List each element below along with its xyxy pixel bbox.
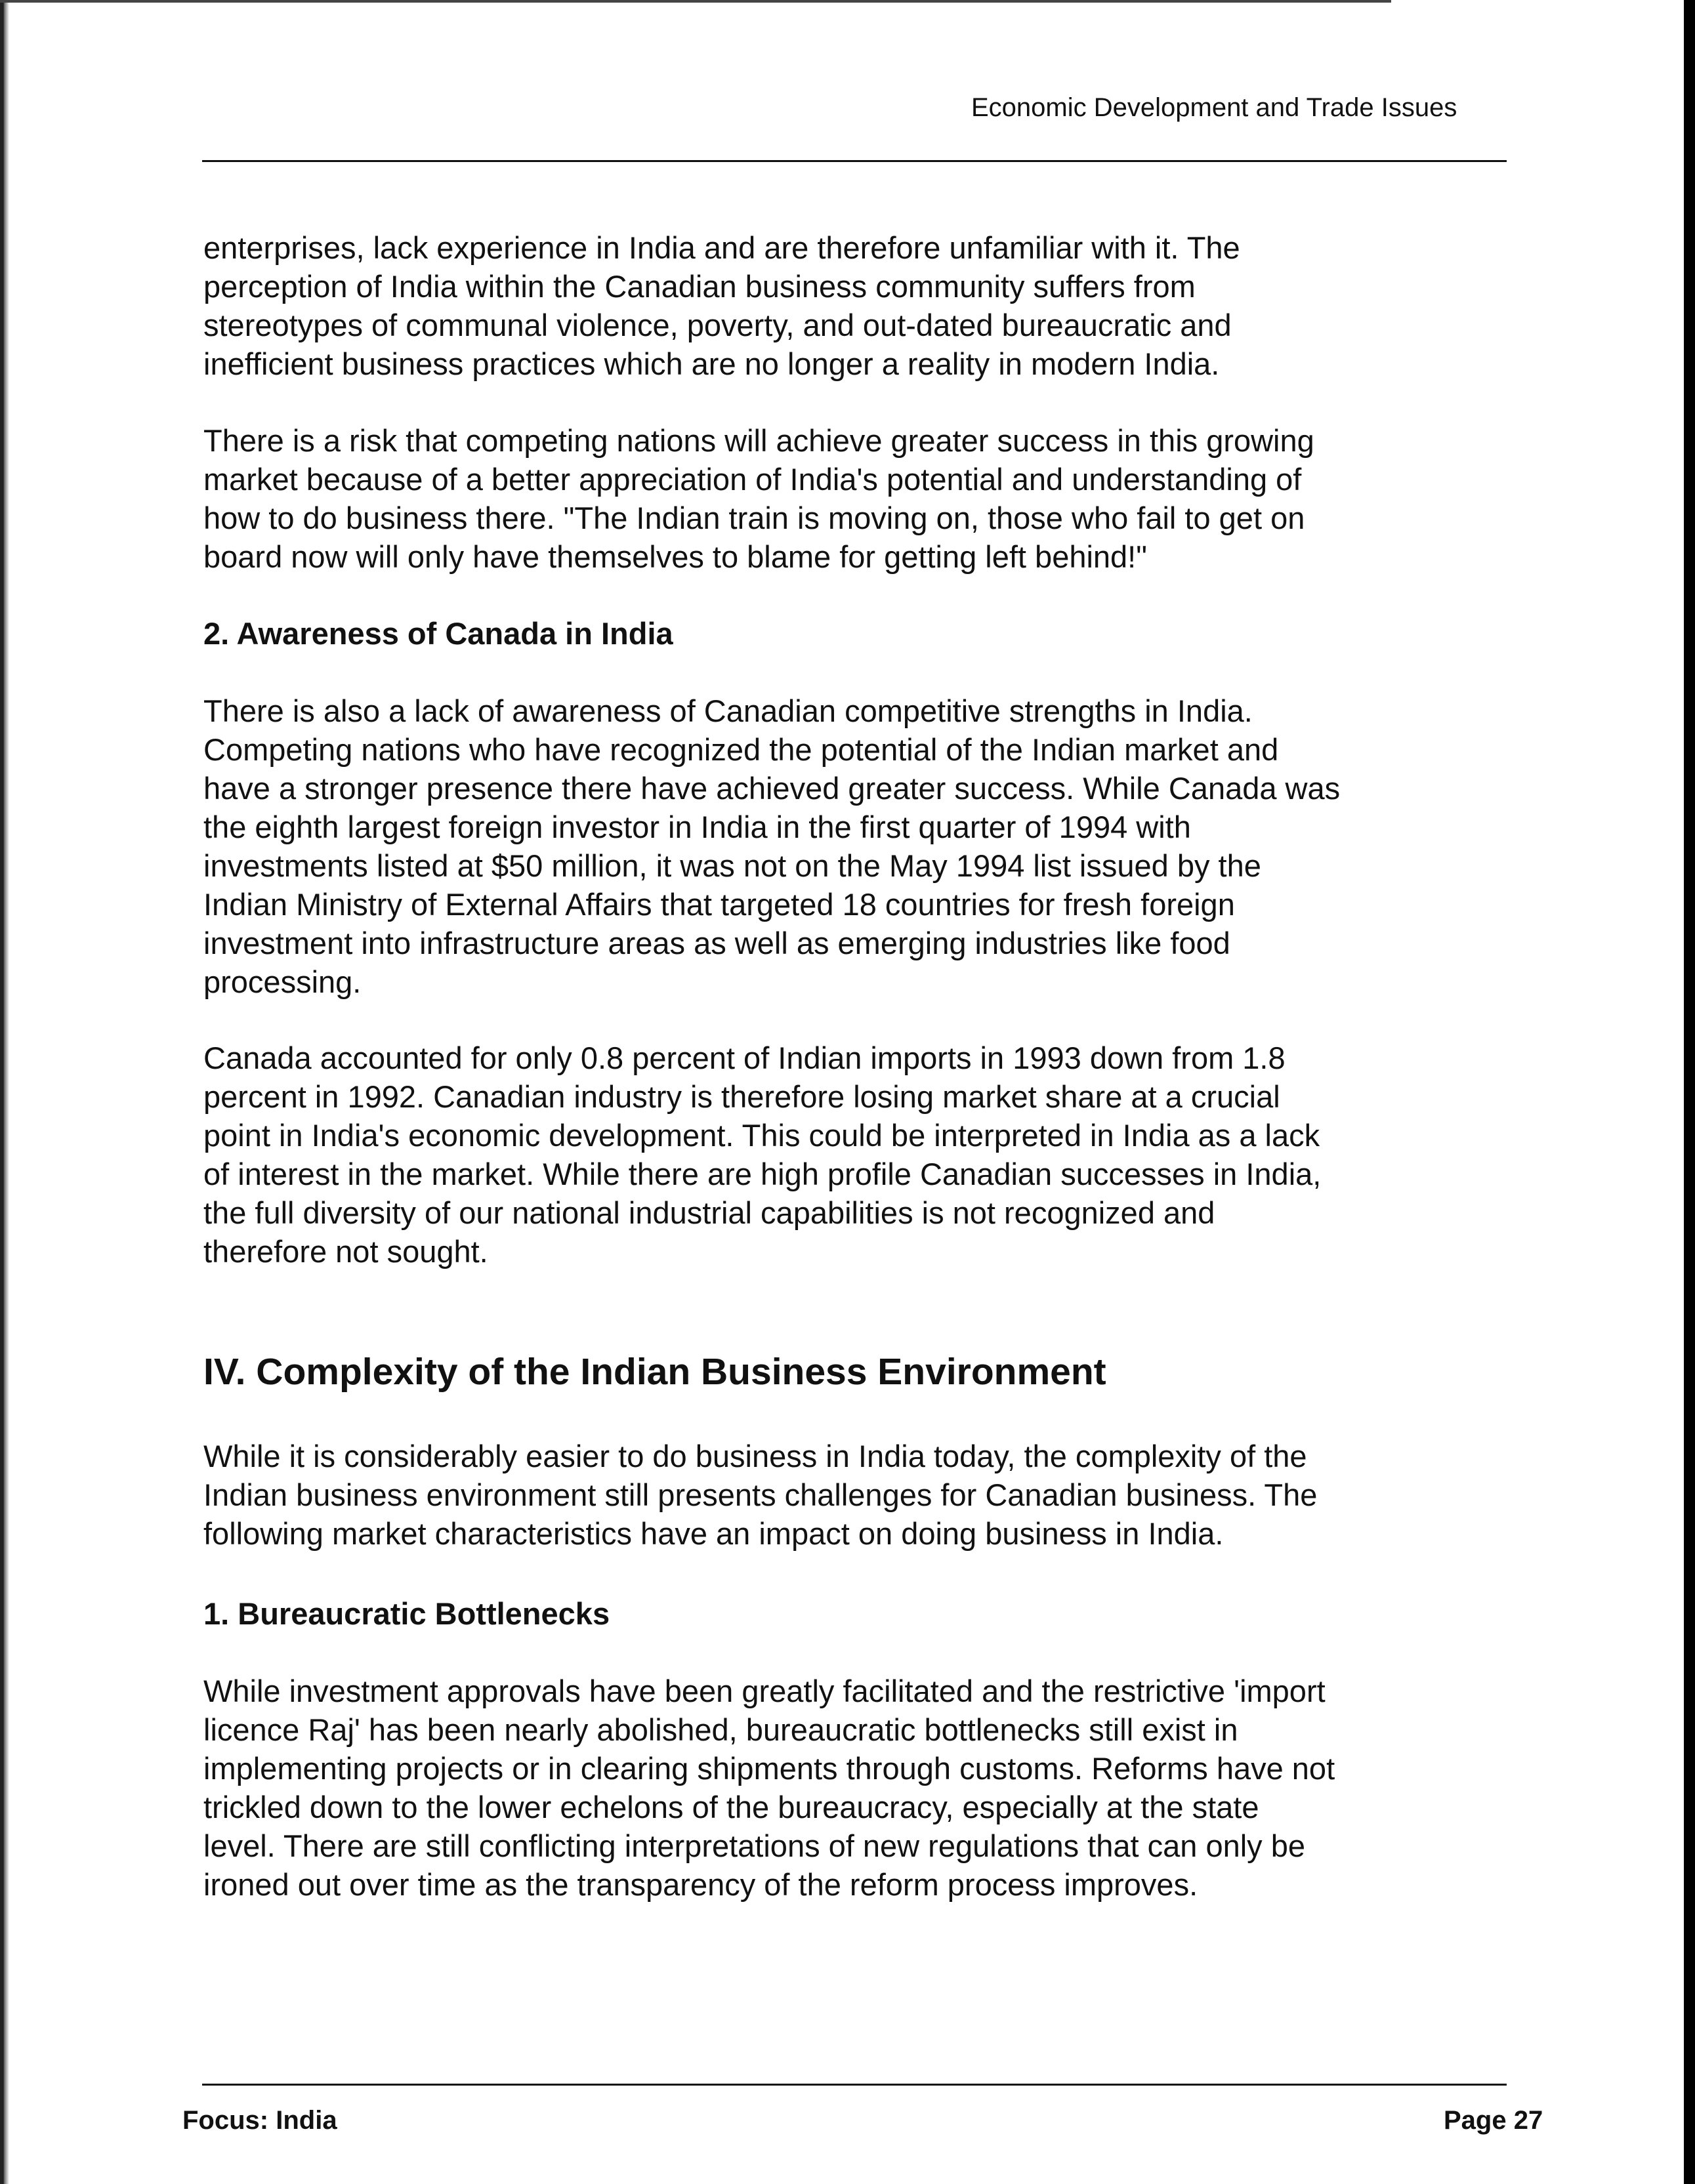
paragraph-intro: enterprises, lack experience in India and are therefore unfamiliar with it. The perception of India within the Canadian business community suffers from stereotypes of communal violence, poverty, and out-dated bureaucratic and inefficient business practices which are no longer a reality in modern India. (203, 230, 1240, 381)
heading-awareness: 2. Awareness of Canada in India (203, 616, 673, 651)
footer-rule (202, 2084, 1507, 2086)
paragraph-bottlenecks: While investment approvals have been greatly facilitated and the restrictive 'import licence Raj' has been nearly abolished, bureaucratic bottlenecks still exist in implementing projects or in clearing shipments through customs. Reforms have not trickled down to the lower echelons of the bureaucracy, especially at the state level. There are still conflicting interpretations of new regulations that can only be ironed out over time as the transparency of the reform process improves. (203, 1674, 1335, 1902)
scan-right-edge (1684, 0, 1695, 2184)
paragraph-complexity: While it is considerably easier to do business in India today, the complexity of the Indian business environment still presents challenges for Canadian business. The following market characteristics have an impact on doing business in India. (203, 1439, 1318, 1551)
heading-bottlenecks: 1. Bureaucratic Bottlenecks (203, 1596, 610, 1631)
running-header: Economic Development and Trade Issues (971, 93, 1457, 122)
paragraph-risk: There is a risk that competing nations will achieve greater success in this growing market because of a better appreciation of India's potential and understanding of how to do business there. "The Indian train is moving on, those who fail to get on board now will only have themselves to blame for getting left behind!" (203, 423, 1314, 574)
paragraph-awareness: There is also a lack of awareness of Canadian competitive strengths in India. Competing nations who have recognized the potential of the Indian market and have a stronger presence there have achieved greater success. While Canada was the eighth largest foreign investor in India in the first quarter of 1994 with investments listed at $50 million, it was not on the May 1994 list issued by the Indian Ministry of External Affairs that targeted 18 countries for fresh foreign investment into infrastructure areas as well as emerging industries like food processing. (203, 693, 1341, 999)
page-number: Page 27 (1444, 2106, 1543, 2135)
scan-top-edge (0, 0, 1391, 3)
paragraph-imports: Canada accounted for only 0.8 percent of Indian imports in 1993 down from 1.8 percent in 1992. Canadian industry is therefore losing market share at a crucial point in India's economic development. This could be interpreted in India as a lack of interest in the market. While there are high profile Canadian successes in India, the full diversity of our national industrial capabilities is not recognized and therefore not sought. (203, 1040, 1322, 1269)
scan-left-edge (0, 0, 9, 2184)
heading-section-iv: IV. Complexity of the Indian Business Environment (203, 1351, 1106, 1393)
header-rule (202, 160, 1507, 162)
footer-publication: Focus: India (182, 2106, 337, 2135)
